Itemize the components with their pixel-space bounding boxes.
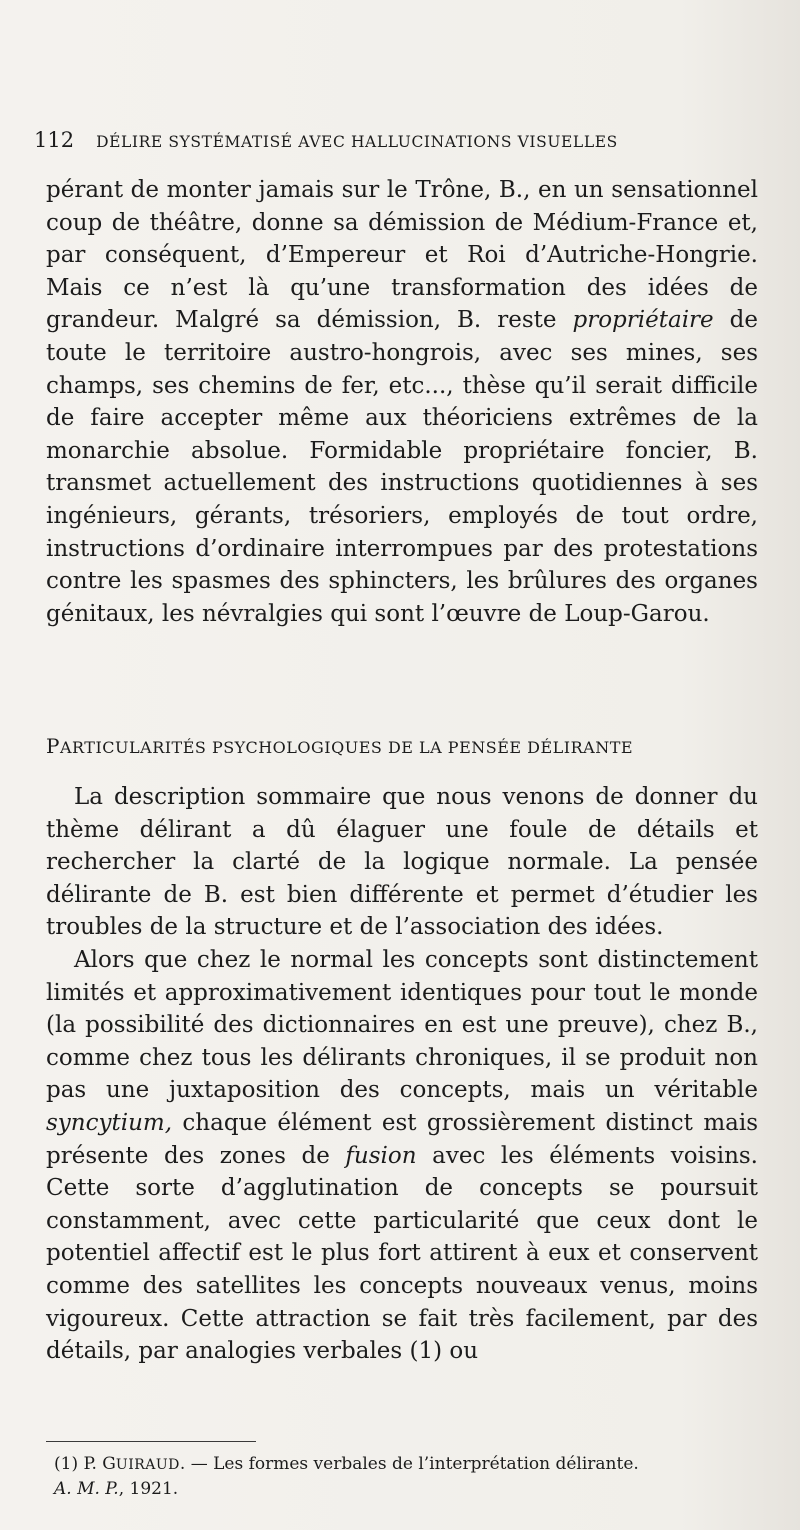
footnote-marker: (1) P.: [54, 1454, 103, 1474]
footnote-text: . — Les formes verbales de l’interprétation délirante.: [179, 1454, 639, 1474]
heading-rest: ARTICULARITÉS PSYCHOLOGIQUES DE LA PENSÉE DÉLIRANTE: [59, 738, 634, 757]
paragraph-continuation: [46, 174, 758, 630]
heading-initial: P: [46, 734, 60, 758]
footnote-journal: A. M. P.: [54, 1479, 119, 1499]
paragraph-text: chaque élément est grossièrement distinct mais présente des zones de: [46, 1109, 758, 1169]
running-title: DÉLIRE SYSTÉMATISÉ AVEC HALLUCINATIONS VISUELLES: [96, 133, 618, 151]
paragraph-text: pérant de monter jamais sur le Trône, B., en un sensationnel coup de théâtre, donne sa démission de Médium-France et, par conséquent, d’Empereur et Roi d’Autriche-Hongrie. Mais ce n’est là qu’une transformation des idées de grandeur. Malgré sa démission, B. reste: [46, 177, 758, 334]
paragraph-concepts: [46, 944, 758, 1368]
paragraph-text: Alors que chez le normal les concepts sont distinctement limités et approximativement identiques pour tout le monde (la possibilité des dictionnaires en est une preuve), chez B., comme chez tous les délirants chroniques, il se produit non pas une juxtaposition des concepts, mais un véritable: [46, 946, 758, 1104]
paragraph-text: avec les éléments voisins. Cette sorte d’agglutination de concepts se poursuit constamment, avec cette particularité que ceux dont le potentiel affectif est le plus fort attirent à eux et conservent comme des satellites les concepts nouveaux venus, moins vigoureux. Cette attraction se fait très facilement, par des détails, par analogies verbales (1) ou: [46, 1142, 758, 1365]
emphasis-syncytium: syncytium,: [46, 1109, 173, 1136]
footnotes: [54, 1452, 764, 1501]
footnote-author-initial: G: [102, 1454, 116, 1474]
footnote-1: [54, 1452, 764, 1501]
text-block-top: [46, 174, 758, 630]
text-block-bottom: [46, 781, 758, 1368]
footnote-author-rest: UIRAUD: [115, 1457, 180, 1473]
page-number: 112: [34, 128, 75, 152]
paragraph-text: de toute le territoire austro-hongrois, avec ses mines, ses champs, ses chemins de fer, etc..., thèse qu’il serait difficile de faire accepter même aux théoriciens extrêmes de la monarchie absolue. Formidable propriétaire foncier, B. transmet actuellement des instructions quotidiennes à ses ingénieurs, gérants, trésoriers, employés de tout ordre, instructions d’ordinaire interrompues par des protestations contre les spasmes des sphincters, les brûlures des organes génitaux, les névralgies qui sont l’œuvre de Loup-Garou.: [46, 307, 758, 627]
footnote-year: , 1921.: [118, 1479, 179, 1499]
section-heading: [46, 734, 758, 758]
emphasis-proprietaire: propriétaire: [572, 307, 714, 334]
paragraph-description: La description sommaire que nous venons de donner du thème délirant a dû élaguer une foule de détails et rechercher la clarté de la logique normale. La pensée délirante de B. est bien différente et permet d’étudier les troubles de la structure et de l’association des idées.: [46, 784, 758, 941]
emphasis-fusion: fusion: [345, 1142, 417, 1169]
running-head: [34, 128, 764, 152]
footnote-rule: [46, 1441, 256, 1442]
